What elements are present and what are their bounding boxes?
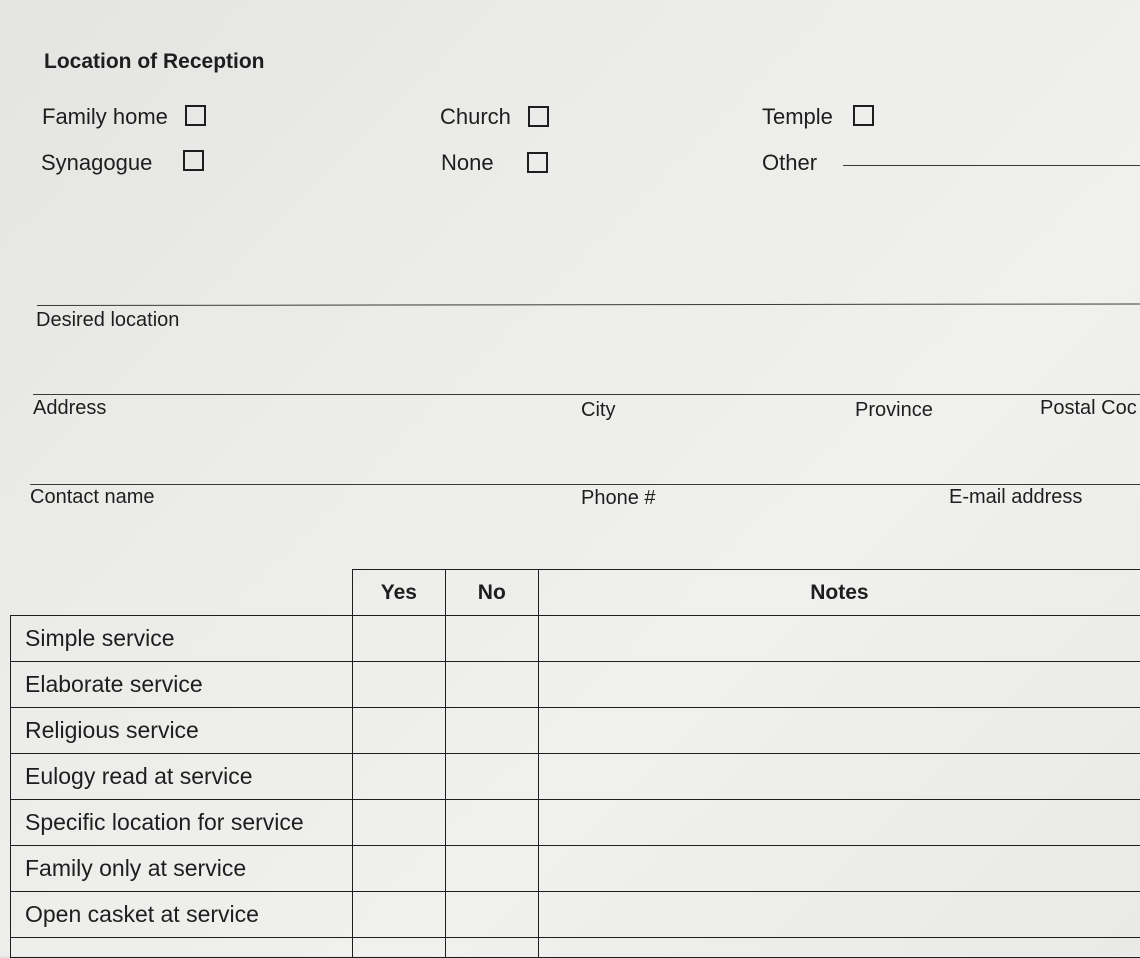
row-label: Religious service <box>11 708 353 754</box>
notes-cell[interactable] <box>538 800 1140 846</box>
no-cell[interactable] <box>445 662 538 708</box>
province-label: Province <box>855 399 933 422</box>
notes-cell[interactable] <box>538 892 1140 938</box>
yes-cell[interactable] <box>352 938 445 958</box>
yes-cell[interactable] <box>352 708 445 754</box>
table-header-row <box>11 570 1140 616</box>
table-row <box>11 892 1140 938</box>
contact-name-label: Contact name <box>30 486 155 509</box>
row-label: Elaborate service <box>11 662 353 708</box>
table-row <box>11 662 1140 708</box>
other-write-in-line[interactable] <box>843 165 1140 166</box>
checkbox-temple[interactable] <box>853 105 874 126</box>
header-notes: Notes <box>538 570 1140 616</box>
table-row <box>11 846 1140 892</box>
table-row <box>11 800 1140 846</box>
yes-cell[interactable] <box>352 662 445 708</box>
postal-code-label: Postal Coc <box>1040 397 1137 420</box>
notes-cell[interactable] <box>538 708 1140 754</box>
no-cell[interactable] <box>445 846 538 892</box>
notes-cell[interactable] <box>538 616 1140 662</box>
row-label: Specific location for service <box>11 800 353 846</box>
checkbox-none[interactable] <box>527 152 548 173</box>
table-row <box>11 616 1140 662</box>
checkbox-church[interactable] <box>528 106 549 127</box>
address-label: Address <box>33 397 106 420</box>
checkbox-family-home[interactable] <box>185 105 206 126</box>
yes-cell[interactable] <box>352 892 445 938</box>
city-label: City <box>581 399 615 422</box>
notes-cell[interactable] <box>538 662 1140 708</box>
address-line[interactable] <box>33 394 1140 395</box>
phone-label: Phone # <box>581 487 656 510</box>
checkbox-synagogue[interactable] <box>183 150 204 171</box>
option-label-temple: Temple <box>762 104 833 130</box>
contact-line[interactable] <box>30 484 1140 485</box>
row-label: Simple service <box>11 616 353 662</box>
row-label: Open casket at service <box>11 892 353 938</box>
no-cell[interactable] <box>445 754 538 800</box>
row-label: Family only at service <box>11 846 353 892</box>
option-label-other: Other <box>762 150 817 176</box>
table-row <box>11 708 1140 754</box>
option-label-church: Church <box>440 104 511 130</box>
yes-cell[interactable] <box>352 754 445 800</box>
option-label-family-home: Family home <box>42 104 168 130</box>
header-yes: Yes <box>352 570 445 616</box>
yes-cell[interactable] <box>352 616 445 662</box>
row-label-partial <box>11 938 353 958</box>
no-cell[interactable] <box>445 938 538 958</box>
no-cell[interactable] <box>445 892 538 938</box>
services-table <box>10 569 1140 958</box>
yes-cell[interactable] <box>352 800 445 846</box>
no-cell[interactable] <box>445 800 538 846</box>
row-label: Eulogy read at service <box>11 754 353 800</box>
section-title: Location of Reception <box>44 50 265 74</box>
desired-location-label: Desired location <box>36 309 179 332</box>
table-row <box>11 754 1140 800</box>
no-cell[interactable] <box>445 708 538 754</box>
header-blank-cell <box>11 570 353 616</box>
option-label-synagogue: Synagogue <box>41 150 152 176</box>
desired-location-line[interactable] <box>37 303 1140 306</box>
notes-cell[interactable] <box>538 846 1140 892</box>
email-label: E-mail address <box>949 486 1082 509</box>
option-label-none: None <box>441 150 494 176</box>
table-row-cut-off <box>11 938 1140 958</box>
no-cell[interactable] <box>445 616 538 662</box>
yes-cell[interactable] <box>352 846 445 892</box>
notes-cell[interactable] <box>538 938 1140 958</box>
header-no: No <box>445 570 538 616</box>
notes-cell[interactable] <box>538 754 1140 800</box>
